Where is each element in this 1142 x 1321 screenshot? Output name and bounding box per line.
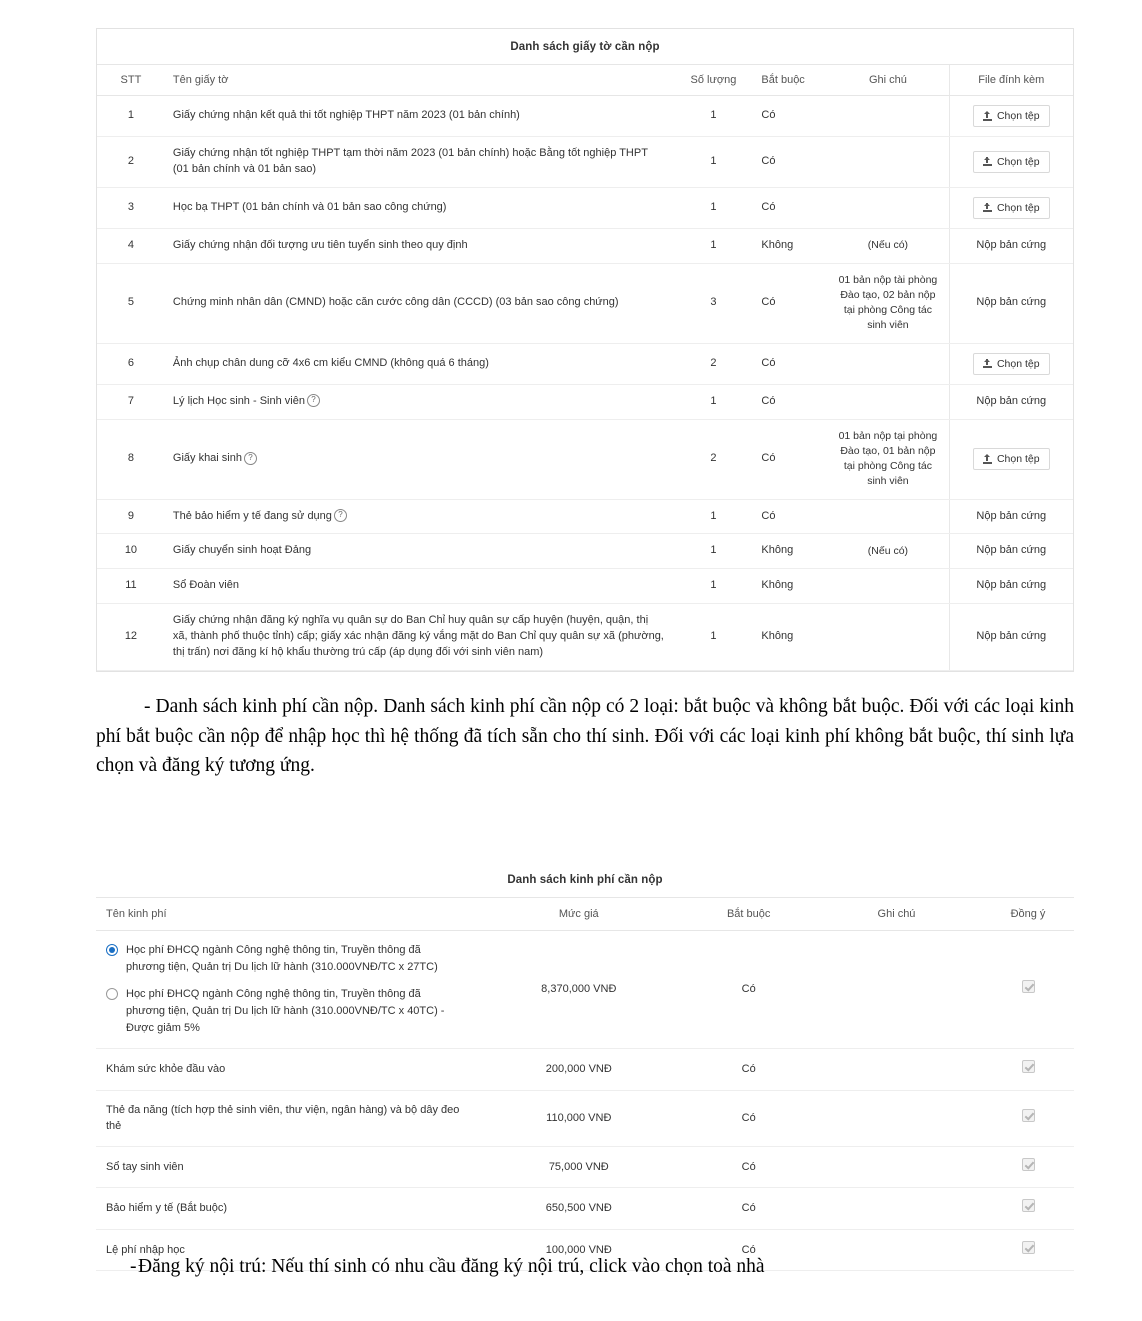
choose-file-button[interactable] <box>973 353 1050 375</box>
row-name: Giấy chứng nhận đối tượng ưu tiên tuyển sinh theo quy định <box>165 228 674 263</box>
col-fee-name: Tên kinh phí <box>96 898 471 931</box>
row-qty: 1 <box>674 137 754 188</box>
row-qty: 2 <box>674 343 754 384</box>
row-required: Có <box>753 137 827 188</box>
choose-file-label: Chọn tệp <box>996 201 1040 214</box>
row-required: Có <box>753 343 827 384</box>
row-qty: 1 <box>674 96 754 137</box>
documents-table <box>97 64 1073 671</box>
choose-file-button[interactable] <box>973 105 1050 127</box>
row-qty: 1 <box>674 604 754 671</box>
col-file: File đính kèm <box>949 65 1073 96</box>
table-row <box>97 137 1073 188</box>
agree-checkbox[interactable] <box>1022 1060 1035 1073</box>
row-name: Học bạ THPT (01 bản chính và 01 bản sao công chứng) <box>165 187 674 228</box>
row-note <box>827 96 949 137</box>
row-name-text: Giấy khai sinh <box>172 452 242 465</box>
fee-required: Có <box>686 931 811 1049</box>
row-stt: 6 <box>97 343 165 384</box>
fee-table-card <box>96 862 1074 1271</box>
row-qty: 2 <box>674 419 754 499</box>
row-name: Giấy chuyển sinh hoạt Đảng <box>165 534 674 569</box>
row-qty: 1 <box>674 384 754 419</box>
row-stt: 7 <box>97 384 165 419</box>
help-icon[interactable]: ? <box>244 452 257 465</box>
upload-icon <box>983 359 992 368</box>
fee-agree-cell <box>982 1049 1074 1091</box>
row-qty: 1 <box>674 228 754 263</box>
upload-icon <box>983 203 992 212</box>
row-hard-copy: Nộp bản cứng <box>949 228 1073 263</box>
choose-file-label: Chọn tệp <box>996 357 1040 370</box>
row-note <box>827 343 949 384</box>
fee-row <box>96 931 1074 1049</box>
fee-agree-cell <box>982 1146 1074 1188</box>
choose-file-button[interactable] <box>973 151 1050 173</box>
row-note <box>827 604 949 671</box>
fee-agree-cell <box>982 1090 1074 1146</box>
row-name-text: Lý lịch Học sinh - Sinh viên <box>172 394 305 407</box>
fee-table <box>96 897 1074 1271</box>
table-row <box>97 604 1073 671</box>
choose-file-label: Chọn tệp <box>996 155 1040 168</box>
tuition-option-1-label: Học phí ĐHCQ ngành Công nghệ thông tin, Truyền thông đã phương tiện, Quản trị Du lịch lữ hành (310.000VNĐ/TC x 27TC) <box>126 944 438 974</box>
row-name: Giấy chứng nhận tốt nghiệp THPT tạm thời năm 2023 (01 bản chính) hoặc Bằng tốt nghiệp THPT (01 bản chính và 01 bản sao) <box>165 137 674 188</box>
table-row <box>97 384 1073 419</box>
col-fee-price: Mức giá <box>471 898 686 931</box>
table-row <box>97 263 1073 343</box>
paragraph-fees-intro: - Danh sách kinh phí cần nộp. Danh sách kinh phí cần nộp có 2 loại: bắt buộc và không bắt buộc. Đối với các loại kinh phí bắt buộc cần nộp để nhập học thì hệ thống đã tích sẵn cho thí sinh. Đối với các loại kinh phí không bắt buộc, thí sinh lựa chọn và đăng ký tương ứng. <box>96 696 1074 777</box>
row-qty: 1 <box>674 499 754 534</box>
row-note <box>827 499 949 534</box>
fee-note <box>811 1188 982 1230</box>
row-file-cell <box>949 187 1073 228</box>
row-note <box>827 569 949 604</box>
row-required: Không <box>753 534 827 569</box>
col-required: Bắt buộc <box>753 65 827 96</box>
upload-icon <box>983 112 992 121</box>
fee-required: Có <box>686 1049 811 1091</box>
fee-agree-cell <box>982 931 1074 1049</box>
documents-table-title: Danh sách giấy tờ cần nộp <box>510 41 660 53</box>
row-stt: 4 <box>97 228 165 263</box>
fee-note <box>811 931 982 1049</box>
row-name: Sổ Đoàn viên <box>165 569 674 604</box>
row-file-cell <box>949 137 1073 188</box>
row-file-cell <box>949 96 1073 137</box>
fee-name: Thẻ đa năng (tích hợp thẻ sinh viên, thư viện, ngân hàng) và bộ dây đeo thẻ <box>96 1090 471 1146</box>
row-qty: 1 <box>674 187 754 228</box>
upload-icon <box>983 455 992 464</box>
row-required: Không <box>753 228 827 263</box>
choose-file-label: Chọn tệp <box>996 453 1040 466</box>
fee-required: Có <box>686 1229 811 1271</box>
row-required: Có <box>753 187 827 228</box>
fee-note <box>811 1146 982 1188</box>
fee-name: Khám sức khỏe đầu vào <box>96 1049 471 1091</box>
table-row <box>97 228 1073 263</box>
row-required: Có <box>753 419 827 499</box>
choose-file-button[interactable] <box>973 197 1050 219</box>
table-row <box>97 187 1073 228</box>
row-required: Có <box>753 384 827 419</box>
row-note: (Nếu có) <box>827 534 949 569</box>
table-header-row <box>97 65 1073 96</box>
row-name: Giấy chứng nhận kết quả thi tốt nghiệp THPT năm 2023 (01 bản chính) <box>165 96 674 137</box>
col-name: Tên giấy tờ <box>165 65 674 96</box>
row-note <box>827 384 949 419</box>
row-name: Giấy chứng nhận đăng ký nghĩa vụ quân sự do Ban Chỉ huy quân sự cấp huyện (huyện, quận, thị xã, thành phố thuộc tỉnh) cấp; giấy xác nhận đăng ký vắng mặt do Ban Chỉ quy quân sự xã (phường, thị trấn) nơi đăng kí hộ khẩu thường trú cấp (áp dụng đối với sinh viên nam) <box>165 604 674 671</box>
fee-required: Có <box>686 1188 811 1230</box>
fee-row <box>96 1090 1074 1146</box>
table-row <box>97 499 1073 534</box>
row-name <box>165 384 674 419</box>
row-hard-copy: Nộp bản cứng <box>949 263 1073 343</box>
row-note <box>827 137 949 188</box>
row-stt: 3 <box>97 187 165 228</box>
row-qty: 1 <box>674 569 754 604</box>
row-stt: 10 <box>97 534 165 569</box>
tuition-option-2[interactable] <box>106 986 461 1037</box>
table-row <box>97 96 1073 137</box>
row-name: Chứng minh nhân dân (CMND) hoặc căn cước công dân (CCCD) (03 bản sao công chứng) <box>165 263 674 343</box>
row-stt: 12 <box>97 604 165 671</box>
fee-price: 650,500 VNĐ <box>471 1188 686 1230</box>
row-note: 01 bản nộp tại phòng Đào tạo, 01 bản nộp tại phòng Công tác sinh viên <box>827 419 949 499</box>
row-name-text: Thẻ bảo hiểm y tế đang sử dụng <box>172 509 332 522</box>
row-hard-copy: Nộp bản cứng <box>949 534 1073 569</box>
row-note: (Nếu có) <box>827 228 949 263</box>
row-note <box>827 187 949 228</box>
choose-file-button[interactable] <box>973 448 1050 470</box>
table-row <box>97 419 1073 499</box>
row-qty: 3 <box>674 263 754 343</box>
row-required: Có <box>753 499 827 534</box>
agree-checkbox[interactable] <box>1022 1158 1035 1171</box>
row-required: Không <box>753 604 827 671</box>
table-row <box>97 569 1073 604</box>
agree-checkbox[interactable] <box>1022 1109 1035 1122</box>
row-hard-copy: Nộp bản cứng <box>949 604 1073 671</box>
fee-name: Lệ phí nhập học <box>96 1229 471 1271</box>
tuition-option-2-label: Học phí ĐHCQ ngành Công nghệ thông tin, Truyền thông đã phương tiện, Quản trị Du lịch lữ hành (310.000VNĐ/TC x 40TC) - Được giảm 5% <box>126 988 445 1035</box>
row-stt: 11 <box>97 569 165 604</box>
paragraph-dorm-registration <box>96 1252 1074 1282</box>
col-fee-agree: Đồng ý <box>982 898 1074 931</box>
fee-required: Có <box>686 1146 811 1188</box>
fee-name: Bảo hiểm y tế (Bắt buộc) <box>96 1188 471 1230</box>
fee-price: 75,000 VNĐ <box>471 1146 686 1188</box>
row-name <box>165 419 674 499</box>
paragraph-dorm-text: Đăng ký nội trú: Nếu thí sinh có nhu cầu đăng ký nội trú, click vào chọn toà nhà <box>138 1256 765 1277</box>
radio-icon[interactable] <box>106 988 118 1000</box>
row-stt: 9 <box>97 499 165 534</box>
row-qty: 1 <box>674 534 754 569</box>
row-stt: 1 <box>97 96 165 137</box>
row-stt: 2 <box>97 137 165 188</box>
fee-required: Có <box>686 1090 811 1146</box>
col-fee-note: Ghi chú <box>811 898 982 931</box>
row-name <box>165 499 674 534</box>
radio-icon[interactable] <box>106 944 118 956</box>
fee-price: 200,000 VNĐ <box>471 1049 686 1091</box>
agree-checkbox[interactable] <box>1022 980 1035 993</box>
row-stt: 5 <box>97 263 165 343</box>
help-icon[interactable]: ? <box>307 394 320 407</box>
tuition-option-1[interactable] <box>106 942 461 976</box>
fee-header-row <box>96 898 1074 931</box>
fee-table-title: Danh sách kinh phí cần nộp <box>507 874 663 886</box>
fee-price: 110,000 VNĐ <box>471 1090 686 1146</box>
help-icon[interactable]: ? <box>334 509 347 522</box>
row-file-cell <box>949 343 1073 384</box>
row-hard-copy: Nộp bản cứng <box>949 384 1073 419</box>
documents-table-card <box>96 28 1074 672</box>
row-stt: 8 <box>97 419 165 499</box>
table-row <box>97 534 1073 569</box>
col-stt: STT <box>97 65 165 96</box>
fee-options-cell <box>96 931 471 1049</box>
fee-price: 8,370,000 VNĐ <box>471 931 686 1049</box>
col-qty: Số lượng <box>674 65 754 96</box>
agree-checkbox[interactable] <box>1022 1199 1035 1212</box>
col-note: Ghi chú <box>827 65 949 96</box>
row-hard-copy: Nộp bản cứng <box>949 499 1073 534</box>
row-required: Có <box>753 96 827 137</box>
fee-agree-cell <box>982 1188 1074 1230</box>
fee-row <box>96 1188 1074 1230</box>
fee-price: 100,000 VNĐ <box>471 1229 686 1271</box>
table-row <box>97 343 1073 384</box>
upload-icon <box>983 157 992 166</box>
fee-note <box>811 1090 982 1146</box>
row-required: Có <box>753 263 827 343</box>
fee-row <box>96 1049 1074 1091</box>
col-fee-required: Bắt buộc <box>686 898 811 931</box>
fee-row <box>96 1146 1074 1188</box>
row-required: Không <box>753 569 827 604</box>
row-note: 01 bản nộp tài phòng Đào tạo, 02 bản nộp tại phòng Công tác sinh viên <box>827 263 949 343</box>
fee-note <box>811 1049 982 1091</box>
row-file-cell <box>949 419 1073 499</box>
fee-name: Sổ tay sinh viên <box>96 1146 471 1188</box>
row-name: Ảnh chụp chân dung cỡ 4x6 cm kiểu CMND (không quá 6 tháng) <box>165 343 674 384</box>
choose-file-label: Chọn tệp <box>996 110 1040 122</box>
row-hard-copy: Nộp bản cứng <box>949 569 1073 604</box>
bullet-dash: - <box>130 1256 137 1277</box>
